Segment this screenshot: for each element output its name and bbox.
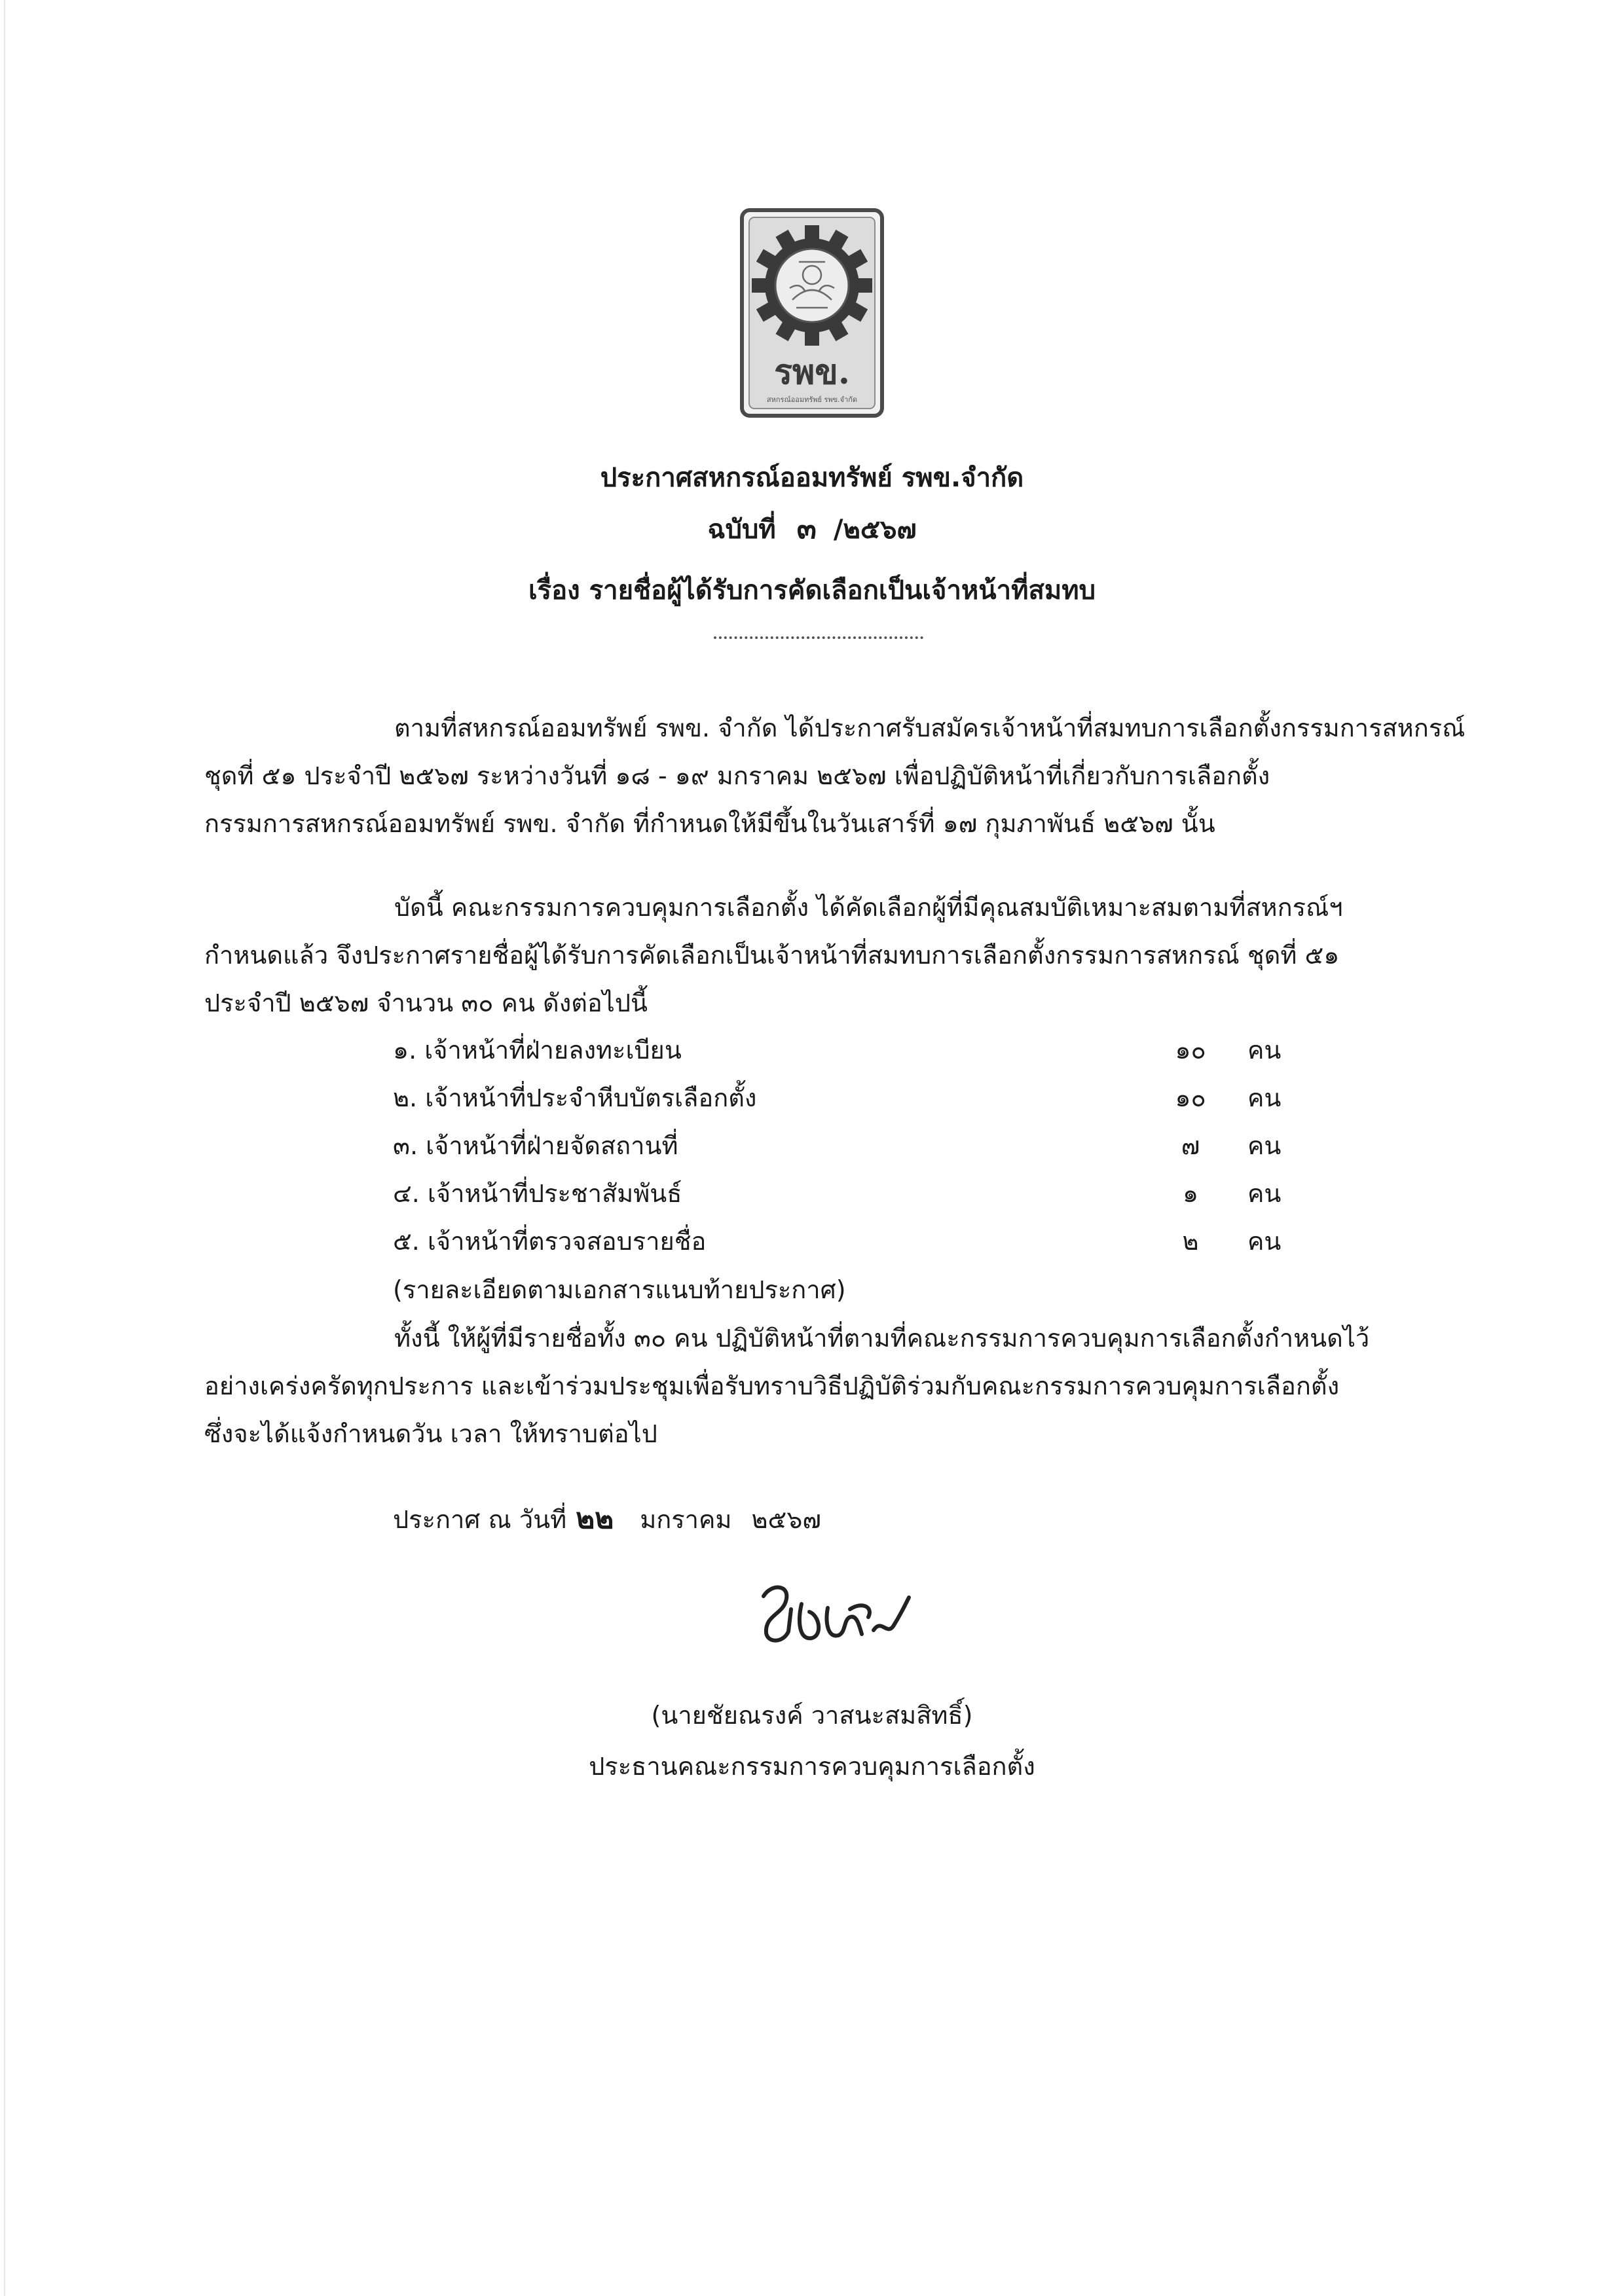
list-item: [393, 1218, 1310, 1266]
paragraph-1: [204, 704, 1466, 848]
number-value: ๓: [796, 512, 817, 545]
paragraph-3-line: ทั้งนี้ ให้ผู้ที่มีรายชื่อทั้ง ๓๐ คน ปฏิบัติหน้าที่ตามที่คณะกรรมการควบคุมการเลือกตั้งกำหนดไว้: [394, 1324, 1370, 1353]
announcement-date: [393, 1495, 821, 1544]
list-item: [393, 1122, 1310, 1170]
list-item-label: ๓. เจ้าหน้าที่ฝ่ายจัดสถานที่: [393, 1131, 678, 1160]
list-item-label: ๒. เจ้าหน้าที่ประจำหีบบัตรเลือกตั้ง: [393, 1084, 757, 1112]
paragraph-3: [204, 1315, 1442, 1458]
date-month: มกราคม: [640, 1505, 732, 1534]
paragraph-1-line: ชุดที่ ๕๑ ประจำปี ๒๕๖๗ ระหว่างวันที่ ๑๘ - ๑๙ มกราคม ๒๕๖๗ เพื่อปฏิบัติหน้าที่เกี่ยวกับการเลือกตั้ง: [204, 761, 1270, 790]
page-edge: [4, 0, 5, 2296]
paragraph-2-line: บัดนี้ คณะกรรมการควบคุมการเลือกตั้ง ได้คัดเลือกผู้ที่มีคุณสมบัติเหมาะสมตามที่สหกรณ์ฯ: [394, 893, 1343, 922]
cooperative-logo: [740, 208, 884, 418]
logo-subtext: สหกรณ์ออมทรัพย์ รพข.จำกัด: [766, 395, 858, 404]
paragraph-3-line: อย่างเคร่งครัดทุกประการ และเข้าร่วมประชุมเพื่อรับทราบวิธีปฏิบัติร่วมกับคณะกรรมการควบคุมการเลือกตั้ง: [204, 1372, 1340, 1400]
list-item-count: ๑๐: [1175, 1036, 1206, 1065]
paragraph-2-line: กำหนดแล้ว จึงประกาศรายชื่อผู้ได้รับการคัดเลือกเป็นเจ้าหน้าที่สมทบการเลือกตั้งกรรมการสหกรณ์ ชุดที่ ๕๑: [204, 941, 1340, 970]
paragraph-2-line: ประจำปี ๒๕๖๗ จำนวน ๓๐ คน ดังต่อไปนี้: [204, 989, 648, 1017]
signatory-name: (นายชัยณรงค์ วาสนะสมสิทธิ์): [651, 1701, 973, 1730]
list-item-count: ๒: [1182, 1227, 1199, 1256]
announcement-number: [0, 511, 1624, 548]
signatory-position: ประธานคณะกรรมการควบคุมการเลือกตั้ง: [589, 1752, 1035, 1781]
list-item-label: ๕. เจ้าหน้าที่ตรวจสอบรายชื่อ: [393, 1227, 707, 1256]
announcement-title: ประกาศสหกรณ์ออมทรัพย์ รพข.จำกัด: [600, 463, 1024, 493]
announcement-subject: เรื่อง รายชื่อผู้ได้รับการคัดเลือกเป็นเจ้าหน้าที่สมทบ: [528, 575, 1096, 606]
paragraph-3-line: ซึ่งจะได้แจ้งกำหนดวัน เวลา ให้ทราบต่อไป: [204, 1419, 657, 1448]
list-item-unit: คน: [1247, 1036, 1282, 1065]
paragraph-1-line: กรรมการสหกรณ์ออมทรัพย์ รพข. จำกัด ที่กำหนดให้มีขึ้นในวันเสาร์ที่ ๑๗ กุมภาพันธ์ ๒๕๖๗ นั้น: [204, 809, 1215, 838]
list-item: [393, 1074, 1310, 1122]
date-day: ๒๒: [576, 1502, 614, 1535]
date-prefix: ประกาศ ณ วันที่: [393, 1505, 567, 1534]
list-item-count: ๗: [1181, 1131, 1200, 1160]
list-item-label: ๑. เจ้าหน้าที่ฝ่ายลงทะเบียน: [393, 1036, 682, 1065]
paragraph-2: [204, 884, 1442, 1027]
list-item-count: ๑: [1182, 1179, 1199, 1208]
staff-list: [393, 1027, 1310, 1266]
list-item-label: ๔. เจ้าหน้าที่ประชาสัมพันธ์: [393, 1179, 682, 1208]
list-item-unit: คน: [1247, 1084, 1282, 1112]
number-year: /๒๕๖๗: [833, 515, 917, 545]
list-item: [393, 1027, 1310, 1074]
logo-text: รพข.: [774, 352, 850, 392]
list-item-unit: คน: [1247, 1179, 1282, 1208]
handwritten-signature: [752, 1570, 915, 1655]
list-item: [393, 1170, 1310, 1218]
list-item-count: ๑๐: [1175, 1084, 1206, 1112]
list-item-unit: คน: [1247, 1227, 1282, 1256]
number-label: ฉบับที่: [707, 515, 776, 545]
detail-note: (รายละเอียดตามเอกสารแนบท้ายประกาศ): [393, 1275, 846, 1304]
date-year: ๒๕๖๗: [751, 1505, 821, 1534]
paragraph-1-line: ตามที่สหกรณ์ออมทรัพย์ รพข. จำกัด ได้ประกาศรับสมัครเจ้าหน้าที่สมทบการเลือกตั้งกรรมการสหกรณ์: [394, 714, 1466, 742]
list-item-unit: คน: [1247, 1131, 1282, 1160]
dotted-divider: [714, 636, 923, 639]
